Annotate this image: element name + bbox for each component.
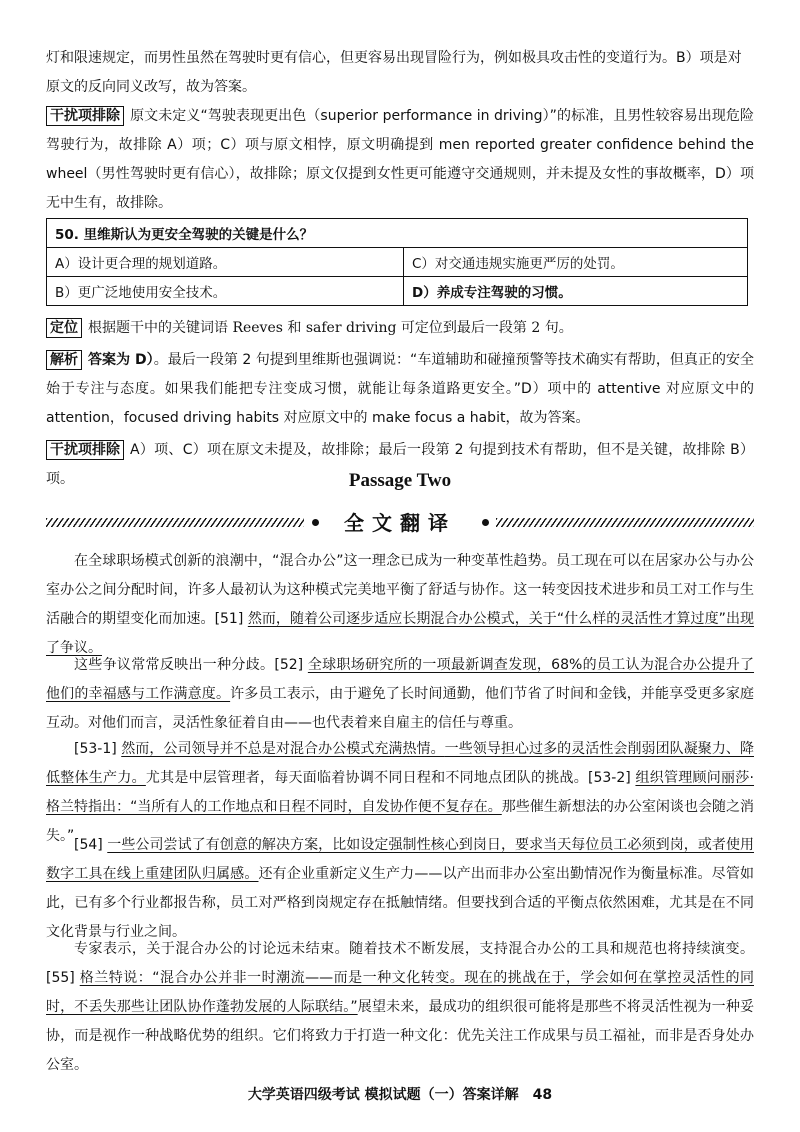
- option-d: D）养成专注驾驶的习惯。: [404, 277, 748, 306]
- locate-text: 根据题干中的关键词语 Reeves 和 safer driving 可定位到最后一段第 2 句。: [88, 320, 573, 336]
- banner-hatch-right: [496, 518, 754, 527]
- translation-paragraph-2: [46, 651, 754, 738]
- p1-text: 在全球职场模式创新的浪潮中，“混合办公”这一理念已成为一种变革性趋势。员工现在可以在居家办公与办公室办公之间分配时间，许多人最初认为这种模式完美地平衡了舒适与协作。这一转变因技术进步和员工对工作与生活融合的期望变化而加速。: [46, 553, 754, 627]
- p5-tag: [55]: [46, 970, 75, 986]
- option-a: A）设计更合理的规划道路。: [47, 248, 404, 277]
- analysis-paragraph: [46, 346, 754, 433]
- p3-tag-2: [53-2]: [588, 770, 631, 786]
- translation-paragraph-4: [46, 831, 754, 947]
- p3-text-b: 那些催生新想法的办公室闲谈也会随之消失。”: [46, 799, 754, 844]
- p3-text: 尤其是中层管理者，每天面临着协调不同日程和不同地点团队的挑战。: [145, 770, 589, 786]
- analysis-label: 解析: [46, 350, 82, 370]
- translation-paragraph-5: [46, 935, 754, 1080]
- p1-underlined: 然而，随着公司逐步适应长期混合办公模式，关于“什么样的灵活性才算过度”出现了争议。: [46, 611, 754, 656]
- p2-tag: [52]: [274, 657, 304, 673]
- translation-paragraph-1: [46, 547, 754, 663]
- locate-paragraph: [46, 314, 754, 343]
- distractor-label-2: 干扰项排除: [46, 440, 124, 460]
- p2-underlined: 全球职场研究所的一项最新调查发现，68%的员工认为混合办公提升了他们的幸福感与工作满意度。: [46, 657, 755, 702]
- p5-text: 专家表示，关于混合办公的讨论远未结束。随着技术不断发展，支持混合办公的工具和规范也将持续演变。: [74, 941, 754, 957]
- intro-line-2: 原文的反向同义改写，故为答案。: [46, 79, 256, 95]
- question-50-table: [46, 218, 748, 306]
- intro-line-1: 灯和限速规定，而男性虽然在驾驶时更有信心，但更容易出现冒险行为，例如极具攻击性的变道行为。B）项是对: [46, 50, 742, 66]
- p2-text: 这些争议常常反映出一种分歧。: [74, 657, 275, 673]
- p3-underlined-1: 然而，公司领导并不总是对混合办公模式充满热情。: [121, 741, 445, 757]
- banner-title: 全文翻译: [344, 511, 456, 535]
- p4-tag: [54]: [74, 837, 103, 853]
- distractor-label: 干扰项排除: [46, 106, 124, 126]
- p3-tag-1: [53-1]: [74, 741, 117, 757]
- analysis-text: 。最后一段第 2 句提到里维斯也强调说：“车道辅助和碰撞预警等技术确实有帮助，但真正的安全始于专注与态度。如果我们能把专注变成习惯，就能让每条道路更安全。”D）项中的 attentive 对应原文中的 attention，focused driving habits 对应原文中的 make focus a habit，故为答案。: [46, 352, 754, 426]
- distractor-text: 原文未定义“驾驶表现更出色（superior performance in driving）”的标准，且男性较容易出现危险驾驶行为，故排除 A）项；C）项与原文相悖，原文明确提到 men reported greater confidence behind the wheel（男性驾驶时更有信心），故排除；原文仅提到女性更可能遵守交通规则，并未提及女性的事故概率，D）项无中生有，故排除。: [46, 108, 754, 211]
- banner-dot-right: [482, 519, 489, 526]
- p1-tag: [51]: [214, 611, 244, 627]
- distractor-paragraph-1: [46, 102, 754, 218]
- question-stem: 50. 里维斯认为更安全驾驶的关键是什么？: [47, 219, 748, 248]
- p5-text-b: 展望未来，最成功的组织很可能将是那些不将灵活性视为一种妥协，而是视作一种战略优势的组织。它们将致力于打造一种文化：优先关注工作成果与员工福祉，而非是否身处办公室。: [46, 999, 754, 1073]
- page-footer: 大学英语四级考试 模拟试题（一）答案详解 48: [247, 1087, 553, 1103]
- p4-underlined: 一些公司尝试了有创意的解决方案，比如设定强制性核心到岗日，要求当天每位员工必须到岗，或者使用数字工具在线上重建团队归属感。: [46, 837, 754, 882]
- option-b: B）更广泛地使用安全技术。: [47, 277, 404, 306]
- p5-underlined: 格兰特说：“混合办公并非一时潮流——而是一种文化转变。现在的挑战在于，学会如何在掌控灵活性的同时，不丢失那些让团队协作蓬勃发展的人际联结。”: [46, 970, 754, 1015]
- locate-label: 定位: [46, 318, 82, 338]
- option-c: C）对交通违规实施更严厉的处罚。: [404, 248, 748, 277]
- passage-title: Passage Two: [348, 470, 452, 491]
- p3-underlined-2: 一些领导担心过多的灵活性会削弱团队凝聚力、降低整体生产力。: [46, 741, 754, 786]
- p2-text-b: 许多员工表示，由于避免了长时间通勤，他们节省了时间和金钱，并能享受更多家庭互动。对他们而言，灵活性象征着自由——也代表着来自雇主的信任与尊重。: [46, 686, 755, 731]
- p3-underlined-3: 组织管理顾问丽莎·格兰特指出：“当所有人的工作地点和日程不同时，自发协作便不复存在。: [46, 770, 755, 815]
- p4-text: 还有企业重新定义生产力——以产出而非办公室出勤情况作为衡量标准。尽管如此，已有多个行业都报告称，员工对严格到岗规定存在抵触情绪。但要找到合适的平衡点依然困难，尤其是在不同文化背景与行业之间。: [46, 866, 754, 940]
- distractor-text-2: A）项、C）项在原文未提及，故排除；最后一段第 2 句提到技术有帮助，但不是关键，故排除 B）项。: [46, 442, 754, 487]
- analysis-answer: 答案为 D）: [88, 352, 154, 368]
- translation-banner: [46, 508, 754, 538]
